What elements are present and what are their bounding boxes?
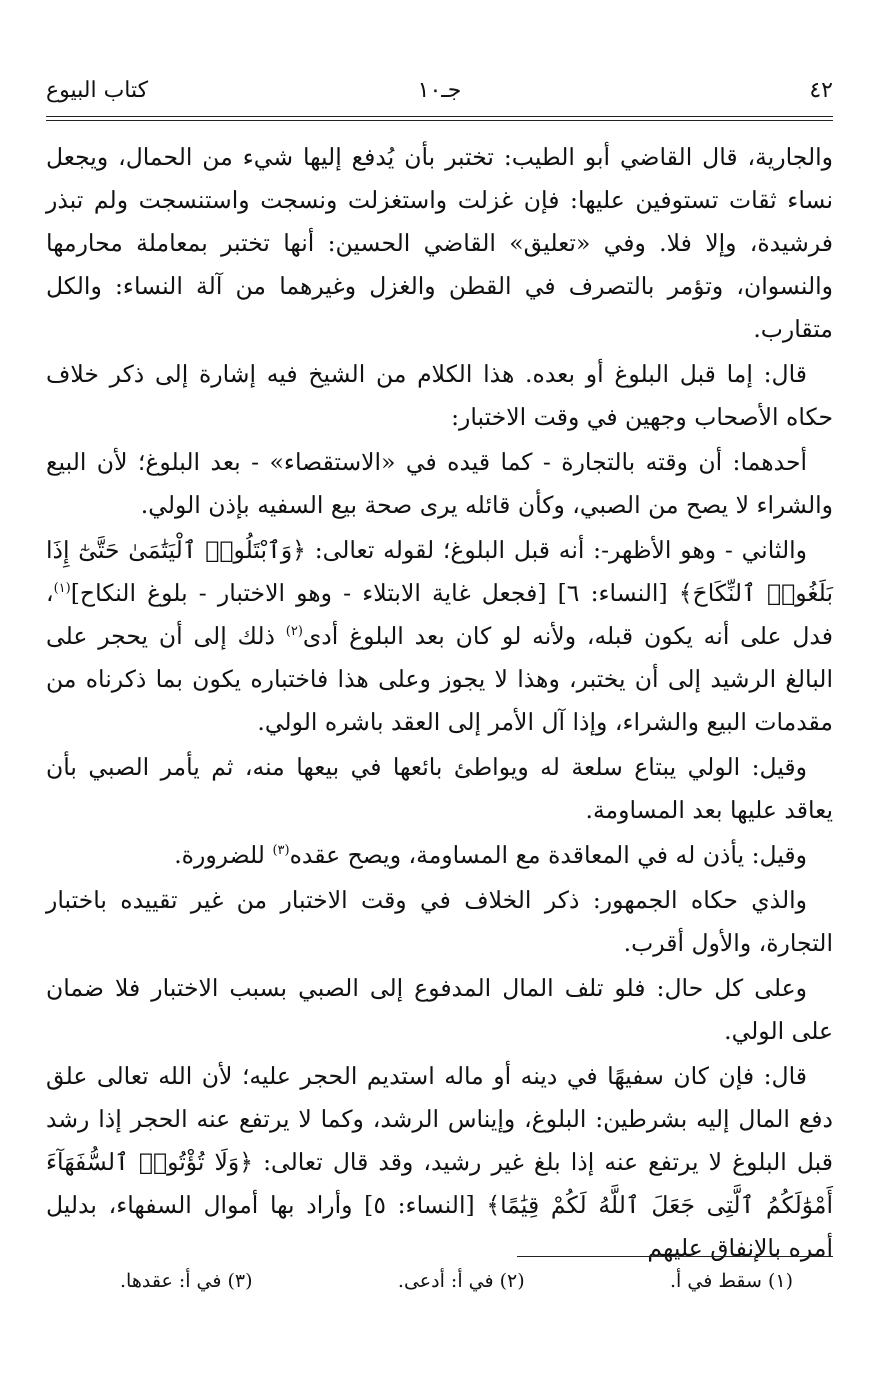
footnote: (٣) في أ: عقدها.: [120, 1270, 253, 1292]
paragraph: [46, 834, 833, 877]
footnote-separator: [517, 1256, 833, 1257]
paragraph-text: ذلك إلى أن يحجر على البالغ الرشيد إلى أن يختبر، وهذا لا يجوز وعلى هذا فاختباره يكون بما ذكرناه من مقدمات البيع والشراء، وإذا آل الأمر إلى العقد باشره الولي.: [46, 622, 833, 736]
page-number: ٤٢: [809, 78, 833, 103]
paragraph: وعلى كل حال: فلو تلف المال المدفوع إلى الصبي بسبب الاختبار فلا ضمان على الولي.: [46, 974, 833, 1045]
paragraph-text: ، فدل على أنه يكون قبله، ولأنه لو كان بعد البلوغ أدى: [46, 579, 833, 650]
paragraph: قال: فإن كان سفيهًا في دينه أو ماله استديم الحجر عليه؛ لأن الله تعالى علق دفع المال إليه بشرطين: البلوغ، وإيناس الرشد، وكما لا يرتفع عنه الحجر إذا رشد قبل البلوغ لا يرتفع عنه إذا بلغ غير رشيد، وقد قال تعالى: ﴿وَلَا تُؤْتُوا۟ ٱلسُّفَهَآءَ أَمْوَٰلَكُمُ ٱلَّتِى جَعَلَ ٱللَّهُ لَكُمْ قِيَٰمًا﴾ [النساء: ٥] وأراد بها أموال السفهاء، بدليل أمره بالإنفاق عليهم: [46, 1062, 834, 1262]
paragraph: [46, 529, 833, 744]
paragraph: قال: إما قبل البلوغ أو بعده. هذا الكلام من الشيخ فيه إشارة إلى ذكر خلاف حكاه الأصحاب وجهين في وقت الاختبار:: [46, 360, 833, 431]
running-header: [46, 78, 833, 114]
footnote-ref: (٣): [272, 843, 290, 859]
paragraph-text: وقيل: يأذن له في المعاقدة مع المساومة، ويصح عقده: [289, 841, 807, 869]
footnote: (١) سقط في أ.: [670, 1270, 793, 1292]
footnote-ref: (١): [53, 581, 71, 597]
paragraph: والذي حكاه الجمهور: ذكر الخلاف في وقت الاختبار من غير تقييده باختبار التجارة، والأول أقرب.: [46, 886, 833, 957]
paragraph: وقيل: الولي يبتاع سلعة له ويواطئ بائعها في بيعها منه، ثم يأمر الصبي بأن يعاقد عليها بعد المساومة.: [46, 753, 833, 824]
volume-label: جـ١٠: [417, 78, 462, 103]
main-text: [46, 136, 833, 1272]
paragraph: والجارية، قال القاضي أبو الطيب: تختبر بأن يُدفع إليها شيء من الحمال، ويجعل نساء ثقات تستوفين عليها: فإن غزلت واستغزلت ونسجت واستنسجت ولم تبذر فرشيدة، وإلا فلا. وفي «تعليق» القاضي الحسين: أنها تختبر بمعاملة محارمها والنسوان، وتؤمر بالتصرف في القطن والغزل وغيرهما من آلة النساء: والكل متقارب.: [46, 143, 833, 343]
header-rule-double: [46, 120, 833, 121]
footnote-ref: (٢): [285, 624, 303, 640]
footnotes: [120, 1266, 793, 1296]
book-title: كتاب البيوع: [46, 78, 149, 103]
paragraph-text: للضرورة.: [174, 841, 273, 869]
header-rule: [46, 116, 833, 117]
paragraph: أحدهما: أن وقته بالتجارة - كما قيده في «الاستقصاء» - بعد البلوغ؛ لأن البيع والشراء لا يصح من الصبي، وكأن قائله يرى صحة بيع السفيه بإذن الولي.: [46, 448, 833, 519]
footnote: (٢) في أ: أدعى.: [397, 1270, 525, 1292]
paragraph-text: والثاني - وهو الأظهر-: أنه قبل البلوغ؛ لقوله تعالى: ﴿وَٱبْتَلُوا۟ ٱلْيَتَٰمَىٰ حَتَّىٰٓ إِذَا بَلَغُوا۟ ٱلنِّكَاحَ﴾ [النساء: ٦] [فجعل غاية الابتلاء - وهو الاختبار - بلوغ النكاح]: [46, 536, 833, 607]
